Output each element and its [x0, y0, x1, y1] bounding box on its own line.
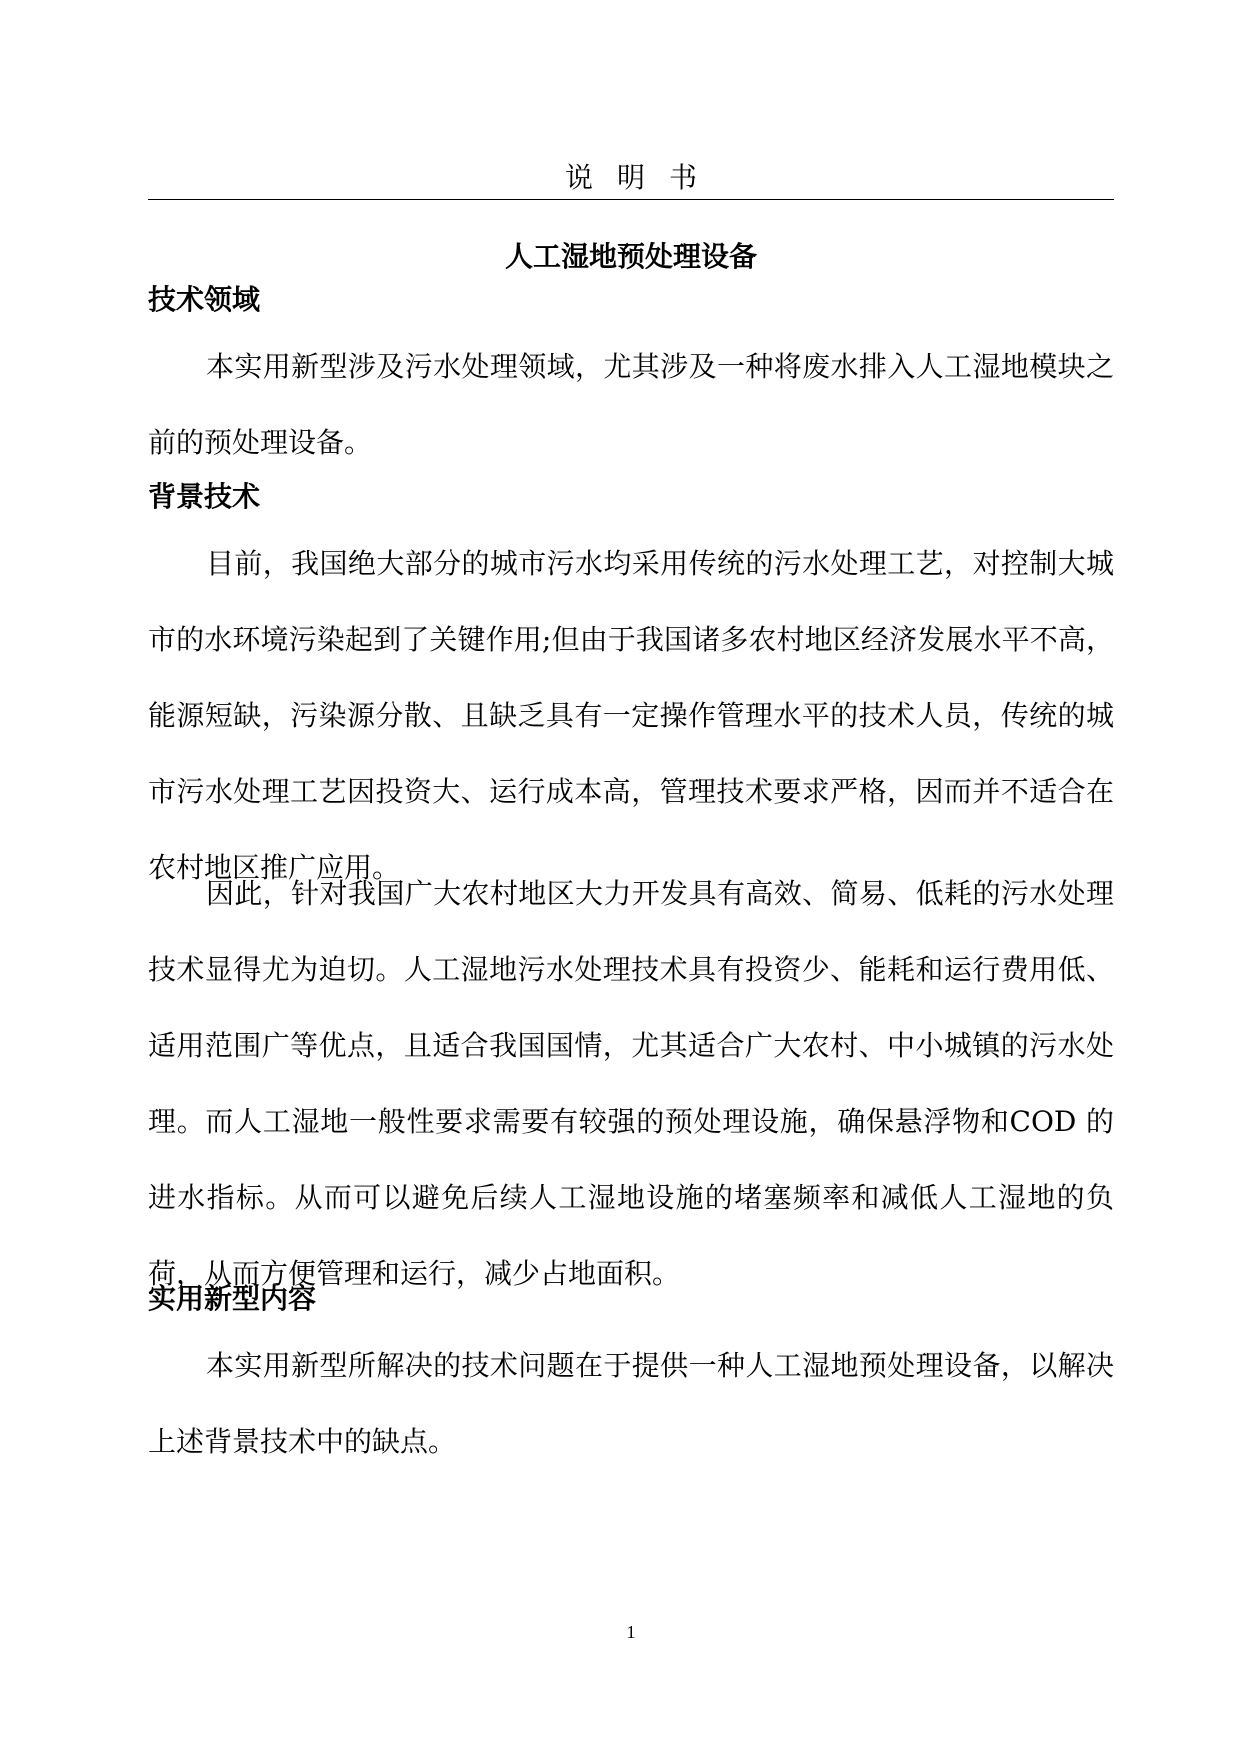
paragraph-background-2: 因此，针对我国广大农村地区大力开发具有高效、简易、低耗的污水处理技术显得尤为迫切。人工湿地污水处理技术具有投资少、能耗和运行费用低、适用范围广等优点，且适合我国国情，尤其适合广大农村、中小城镇的污水处理。而人工湿地一般性要求需要有较强的预处理设施，确保悬浮物和COD 的进水指标。从而可以避免后续人工湿地设施的堵塞频率和减低人工湿地的负荷，从而方便管理和运行，减少占地面积。 — [148, 877, 1114, 1290]
document-header: 说明书 — [564, 161, 721, 194]
section-heading-technical-field: 技术领域 — [148, 283, 261, 316]
paragraph-technical-field: 本实用新型涉及污水处理领域，尤其涉及一种将废水排入人工湿地模块之前的预处理设备。 — [148, 350, 1114, 459]
document-title: 人工湿地预处理设备 — [504, 240, 757, 273]
paragraph-background-1: 目前，我国绝大部分的城市污水均采用传统的污水处理工艺，对控制大城市的水环境污染起到了关键作用;但由于我国诸多农村地区经济发展水平不高，能源短缺，污染源分散、且缺乏具有一定操作管理水平的技术人员，传统的城市污水处理工艺因投资大、运行成本高，管理技术要求严格，因而并不适合在农村地区推广应用。 — [148, 547, 1114, 884]
page-number: 1 — [626, 1622, 636, 1642]
paragraph-utility-model-content: 本实用新型所解决的技术问题在于提供一种人工湿地预处理设备，以解决上述背景技术中的缺点。 — [148, 1349, 1114, 1458]
section-heading-utility-model-content: 实用新型内容 — [148, 1282, 317, 1315]
header-divider — [148, 199, 1114, 200]
section-heading-background: 背景技术 — [148, 480, 261, 513]
